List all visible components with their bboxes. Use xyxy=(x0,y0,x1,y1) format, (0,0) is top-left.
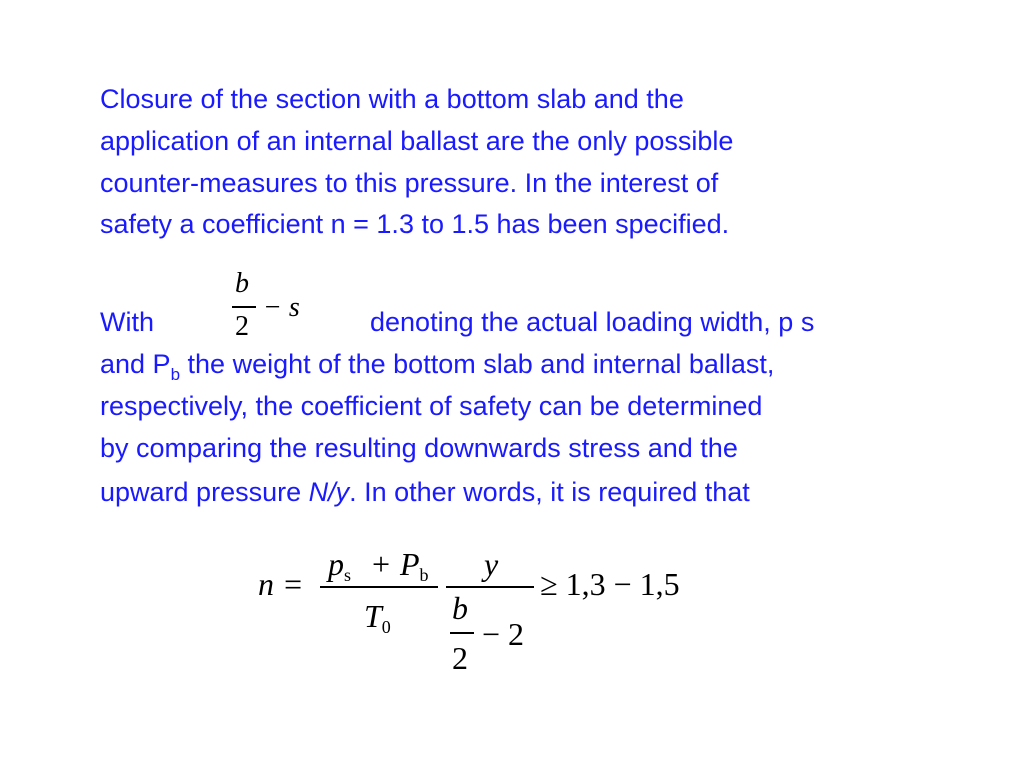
formula-y-text: y xyxy=(484,546,499,582)
paragraph2-line2-start: and P xyxy=(100,349,171,379)
formula-y xyxy=(484,546,498,583)
paragraph1-line1: Closure of the section with a bottom slab and the xyxy=(100,84,684,114)
formula-fraction-bar-1 xyxy=(320,586,438,588)
paragraph1-line2: application of an internal ballast are the only possible xyxy=(100,126,734,156)
formula-T-text: T xyxy=(364,598,382,634)
paragraph2-line5 xyxy=(100,477,750,508)
paragraph2-line1-rest: denoting the actual loading width, p s xyxy=(370,307,815,337)
paragraph2-line2-end: the weight of the bottom slab and internal ballast, xyxy=(180,349,775,379)
formula-fraction-bar-2 xyxy=(446,586,534,588)
formula-T-sub: 0 xyxy=(381,617,391,637)
paragraph1-line3: counter-measures to this pressure. In the interest of xyxy=(100,168,719,198)
formula-lhs xyxy=(258,566,304,603)
formula-inner-bar xyxy=(450,632,474,634)
formula-lhs-text: n = xyxy=(258,566,304,602)
formula-P-text: P xyxy=(400,546,420,582)
formula-minus-two: − 2 xyxy=(482,616,525,652)
inline-formula-tail: − s xyxy=(263,292,300,323)
formula-p-sub: s xyxy=(344,565,352,585)
paragraph2-line5-start: upward pressure xyxy=(100,477,309,507)
inline-formula-numerator: b xyxy=(235,268,249,299)
formula-P xyxy=(400,546,429,583)
formula-p: p xyxy=(328,546,344,582)
formula-b-text: b xyxy=(452,590,468,626)
inline-formula-bar xyxy=(232,306,256,308)
with-word: With xyxy=(100,307,154,337)
formula-two-denominator: 2 xyxy=(452,640,468,676)
formula-T xyxy=(364,598,391,635)
formula-rhs: ≥ 1,3 − 1,5 xyxy=(540,566,680,602)
paragraph2-line2-subscript: b xyxy=(170,365,181,384)
paragraph2-line4: by comparing the resulting downwards stress and the xyxy=(100,433,738,463)
formula-P-sub: b xyxy=(419,565,429,585)
formula-b xyxy=(452,590,468,627)
formula-numerator-1 xyxy=(328,546,351,583)
paragraph2-line2 xyxy=(100,349,775,384)
formula-plus: + xyxy=(372,546,391,582)
inline-formula-denominator: 2 xyxy=(235,311,249,342)
paragraph1-line4: safety a coefficient n = 1.3 to 1.5 has been specified. xyxy=(100,209,730,239)
paragraph2-line5-italic: N/y xyxy=(308,477,350,507)
paragraph2-line5-end: . In other words, it is required that xyxy=(349,477,750,507)
paragraph2-line3: respectively, the coefficient of safety can be determined xyxy=(100,391,763,421)
